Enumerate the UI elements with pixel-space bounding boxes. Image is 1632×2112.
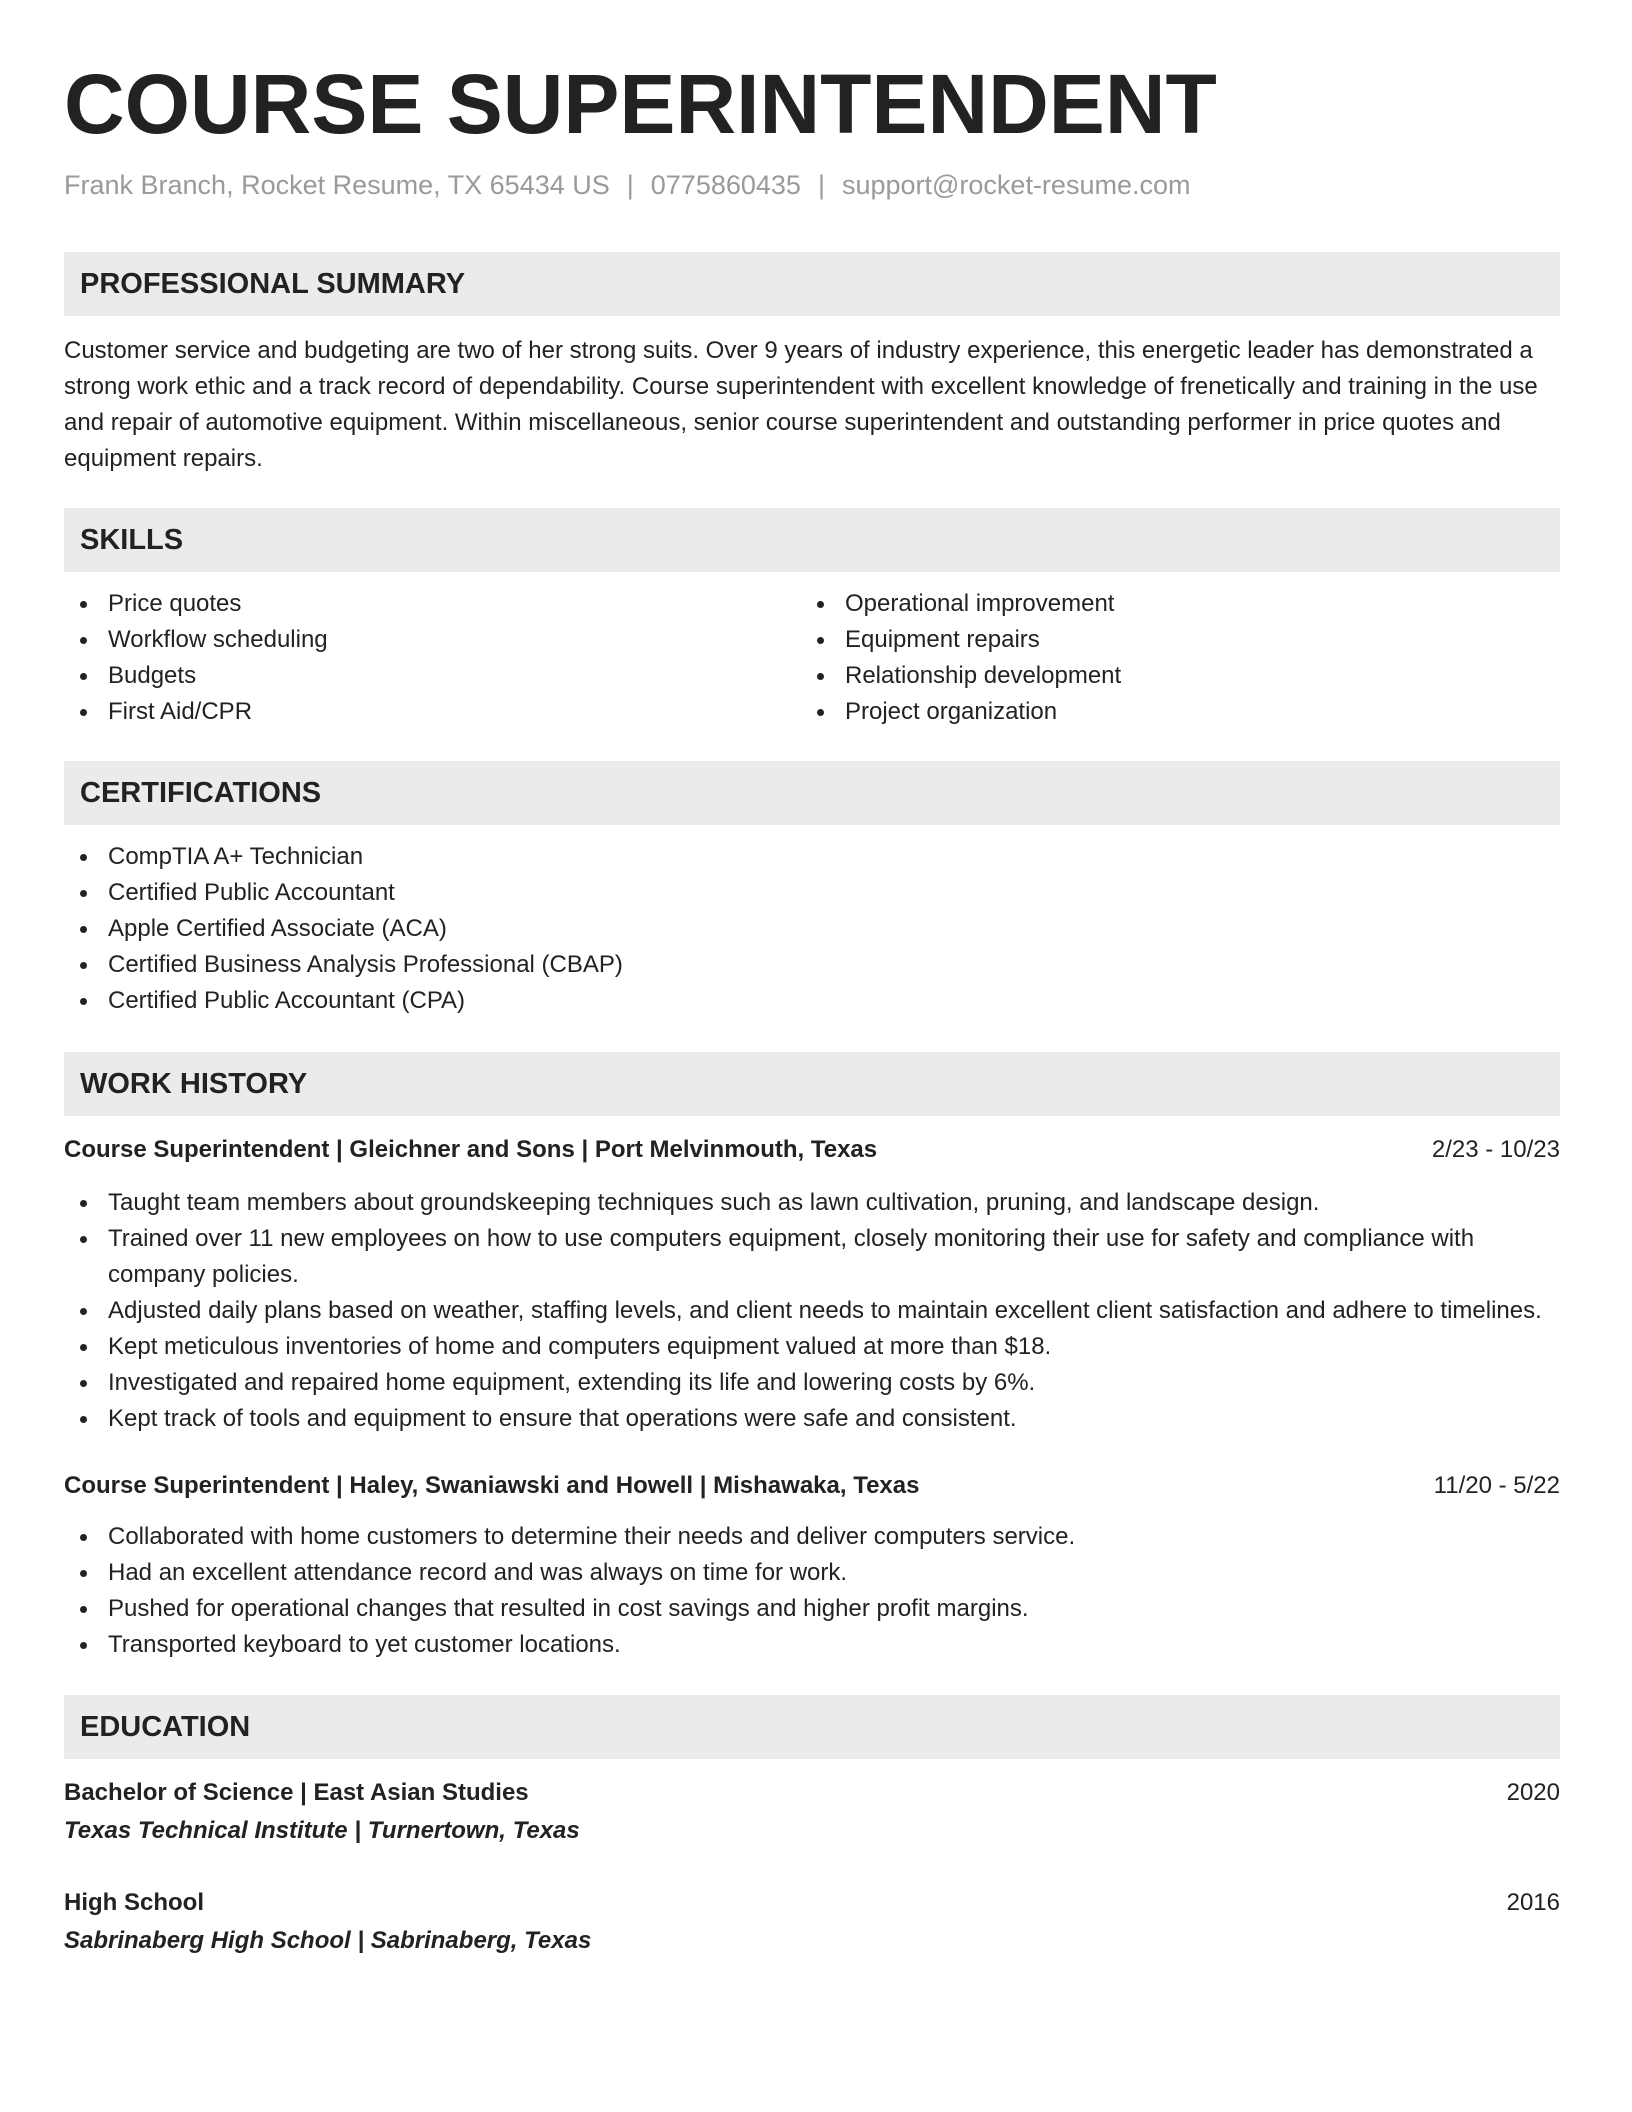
skills-heading: SKILLS [64,508,1560,572]
job-bullet: Collaborated with home customers to determine their needs and deliver computers service. [64,1519,1560,1555]
education-heading: EDUCATION [64,1695,1560,1759]
skill-item: Project organization [801,694,1538,730]
job-dates: 11/20 - 5/22 [1433,1472,1560,1499]
education-year: 2020 [1506,1779,1560,1806]
skill-item: Relationship development [801,658,1538,694]
skill-item: Equipment repairs [801,622,1538,658]
resume-title: COURSE SUPERINTENDENT [64,57,1217,151]
contact-line [64,168,1560,202]
contact-phone: 0775860435 [650,170,801,200]
job-title: Course Superintendent | Gleichner and Sons | Port Melvinmouth, Texas [64,1136,878,1163]
resume-page [64,58,1560,1958]
certification-item: Certified Business Analysis Professional (CBAP) [64,947,1560,983]
job-bullet: Transported keyboard to yet customer locations. [64,1627,1560,1663]
job-dates: 2/23 - 10/23 [1431,1136,1560,1163]
job-bullet: Kept meticulous inventories of home and computers equipment valued at more than $18. [64,1329,1560,1365]
job-header [64,1133,1560,1167]
education-school: Sabrinaberg High School | Sabrinaberg, Texas [64,1927,592,1954]
summary-heading: PROFESSIONAL SUMMARY [64,252,1560,316]
job-bullets [64,1519,1560,1663]
skills-grid [64,586,1560,730]
contact-separator: | [817,170,825,200]
job-bullets [64,1185,1560,1437]
education-school: Texas Technical Institute | Turnertown, Texas [64,1817,580,1844]
job-bullet: Trained over 11 new employees on how to use computers equipment, closely monitoring their use for safety and compliance with company policies. [64,1221,1560,1293]
certification-item: CompTIA A+ Technician [64,839,1560,875]
certification-item: Certified Public Accountant (CPA) [64,983,1560,1019]
summary-text: Customer service and budgeting are two of her strong suits. Over 9 years of industry experience, this energetic leader has demonstrated a strong work ethic and a track record of dependability. Course superintendent with excellent knowledge of frenetically and training in the use and repair of automotive equipment. Within miscellaneous, senior course superintendent and outstanding performer in price quotes and equipment repairs. [64,337,1538,472]
skill-item: Workflow scheduling [64,622,801,658]
education-entry-header [64,1886,1560,1920]
skills-column-right [801,586,1538,730]
skill-item: First Aid/CPR [64,694,801,730]
job-header [64,1469,1560,1503]
contact-address: Frank Branch, Rocket Resume, TX 65434 US [64,170,610,200]
job-bullet: Had an excellent attendance record and was always on time for work. [64,1555,1560,1591]
work-history-heading: WORK HISTORY [64,1052,1560,1116]
skill-item: Operational improvement [801,586,1538,622]
education-degree: Bachelor of Science | East Asian Studies [64,1779,529,1806]
job-title: Course Superintendent | Haley, Swaniawski and Howell | Mishawaka, Texas [64,1472,920,1499]
skills-column-left [64,586,801,730]
certifications-list [64,839,1560,1019]
certifications-heading: CERTIFICATIONS [64,761,1560,825]
contact-separator: | [626,170,634,200]
skill-item: Price quotes [64,586,801,622]
job-bullet: Investigated and repaired home equipment, extending its life and lowering costs by 6%. [64,1365,1560,1401]
education-entry-header [64,1776,1560,1810]
education-year: 2016 [1506,1889,1560,1916]
contact-email: support@rocket-resume.com [841,170,1191,200]
job-bullet: Taught team members about groundskeeping techniques such as lawn cultivation, pruning, and landscape design. [64,1185,1560,1221]
certification-item: Certified Public Accountant [64,875,1560,911]
job-bullet: Adjusted daily plans based on weather, staffing levels, and client needs to maintain excellent client satisfaction and adhere to timelines. [64,1293,1560,1329]
job-bullet: Kept track of tools and equipment to ensure that operations were safe and consistent. [64,1401,1560,1437]
skill-item: Budgets [64,658,801,694]
job-bullet: Pushed for operational changes that resulted in cost savings and higher profit margins. [64,1591,1560,1627]
certification-item: Apple Certified Associate (ACA) [64,911,1560,947]
education-degree: High School [64,1889,204,1916]
